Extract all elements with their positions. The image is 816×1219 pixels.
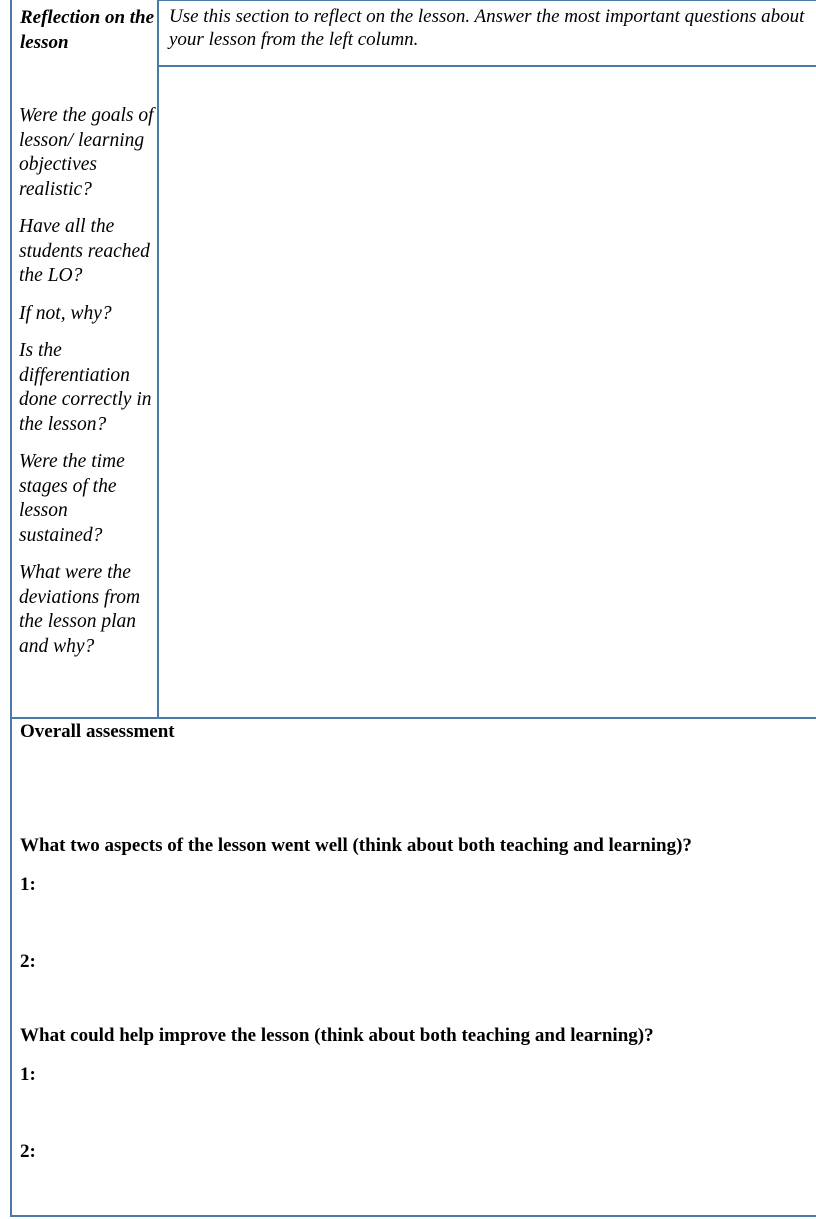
improve-item-1: 1: xyxy=(20,1064,36,1085)
section-divider xyxy=(10,717,816,719)
improve-question: What could help improve the lesson (think about both teaching and learning)? xyxy=(20,1025,654,1046)
header-divider xyxy=(159,65,816,67)
question-differentiation: Is the differentiation done correctly in the lesson? xyxy=(19,340,152,435)
went-well-item-2: 2: xyxy=(20,951,36,972)
reflection-questions xyxy=(19,104,155,672)
question-if-not-why: If not, why? xyxy=(19,302,112,324)
improve-item-2: 2: xyxy=(20,1141,36,1162)
section-instructions: Use this section to reflect on the lesson. Answer the most important questions about your lesson from the left column. xyxy=(169,6,805,50)
question-goals: Were the goals of lesson/ learning objectives realistic? xyxy=(19,105,154,200)
question-time-stages: Were the time stages of the lesson sustained? xyxy=(19,451,125,546)
section-title: Reflection on the lesson xyxy=(20,7,155,53)
went-well-item-1: 1: xyxy=(20,874,36,895)
question-students-reached: Have all the students reached the LO? xyxy=(19,216,150,286)
table-top-border xyxy=(159,0,816,1)
question-deviations: What were the deviations from the lesson plan and why? xyxy=(19,562,141,657)
went-well-question: What two aspects of the lesson went well (think about both teaching and learning)? xyxy=(20,835,692,856)
overall-assessment-heading: Overall assessment xyxy=(20,721,175,742)
